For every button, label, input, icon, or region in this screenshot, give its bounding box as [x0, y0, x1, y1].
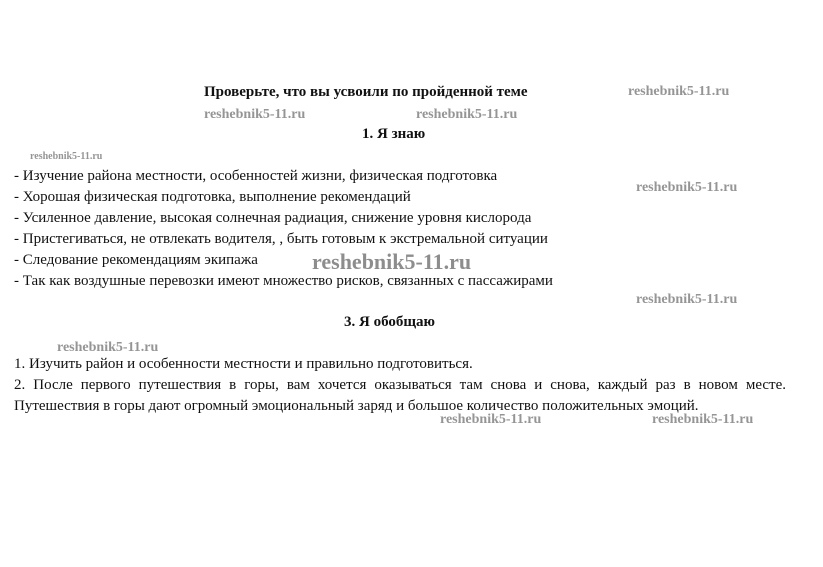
list-item: - Изучение района местности, особенностей жизни, физическая подготовка — [14, 168, 498, 184]
page-title: Проверьте, что вы усвоили по пройденной теме — [204, 84, 528, 100]
watermark: reshebnik5-11.ru — [440, 412, 542, 427]
watermark: reshebnik5-11.ru — [652, 412, 754, 427]
section-heading-generalize: 3. Я обобщаю — [344, 314, 436, 330]
list-item: - Хорошая физическая подготовка, выполнение рекомендаций — [14, 189, 411, 205]
watermark: reshebnik5-11.ru — [204, 107, 306, 122]
generalize-answers — [14, 354, 786, 417]
answer-paragraph: 2. После первого путешествия в горы, вам хочется оказываться там снова и снова, каждый раз в новом месте. Путешествия в горы дают огромный эмоциональный заряд и большое количество положительных эмоций. — [14, 377, 786, 414]
answer-paragraph: 1. Изучить район и особенности местности и правильно подготовиться. — [14, 356, 473, 372]
list-item: - Следование рекомендациям экипажа — [14, 252, 258, 268]
watermark: reshebnik5-11.ru — [30, 151, 103, 162]
watermark: reshebnik5-11.ru — [636, 180, 738, 195]
watermark: reshebnik5-11.ru — [628, 84, 730, 99]
watermark: reshebnik5-11.ru — [57, 340, 159, 355]
watermark: reshebnik5-11.ru — [312, 249, 472, 274]
list-item: - Пристегиваться, не отвлекать водителя, , быть готовым к экстремальной ситуации — [14, 231, 548, 247]
watermark: reshebnik5-11.ru — [636, 292, 738, 307]
list-item: - Усиленное давление, высокая солнечная радиация, снижение уровня кислорода — [14, 210, 532, 226]
watermark: reshebnik5-11.ru — [416, 107, 518, 122]
section-heading-know: 1. Я знаю — [362, 126, 426, 142]
list-item: - Так как воздушные перевозки имеют множество рисков, связанных с пассажирами — [14, 273, 553, 289]
